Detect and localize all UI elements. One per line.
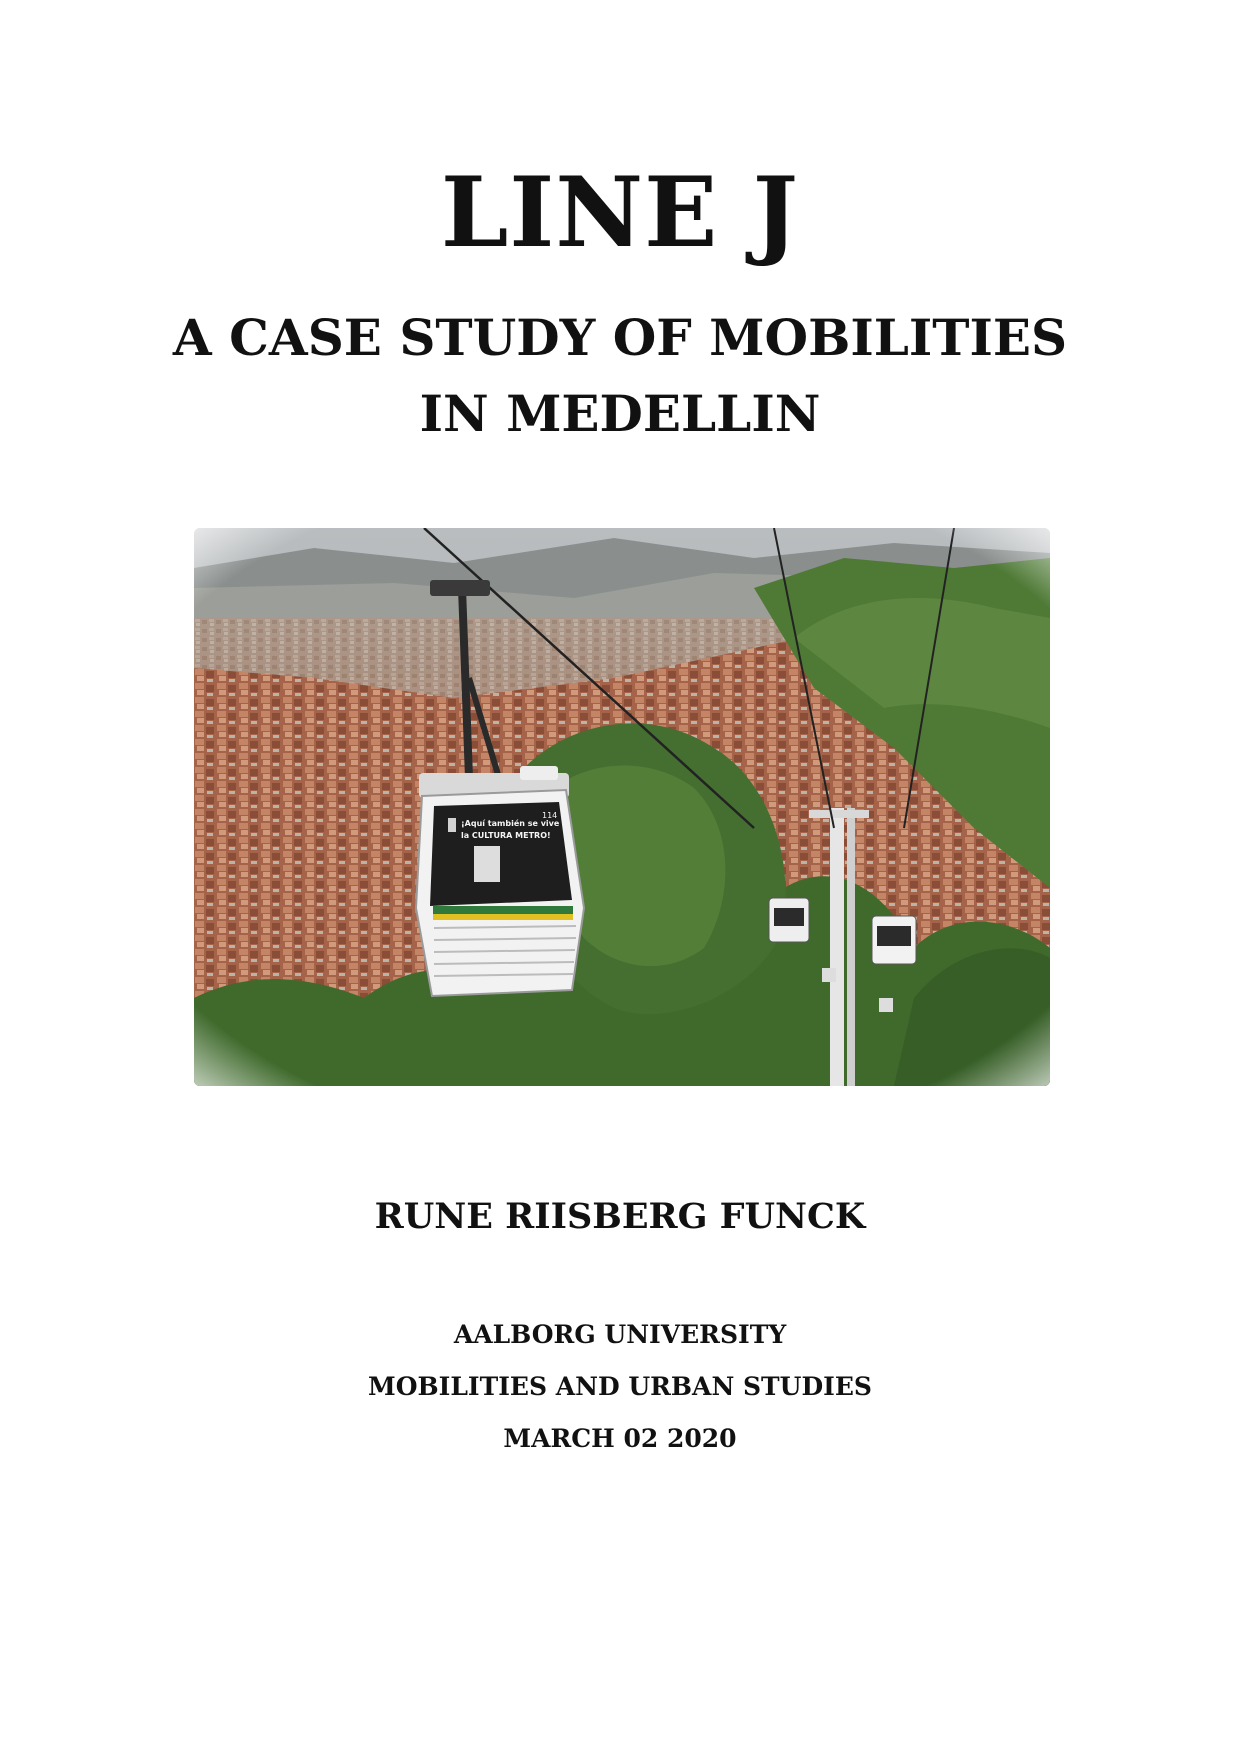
document-title: LINE J bbox=[440, 156, 800, 269]
subtitle-line-1: A CASE STUDY OF MOBILITIES bbox=[172, 308, 1068, 367]
program: MOBILITIES AND URBAN STUDIES bbox=[368, 1372, 872, 1401]
author-name: RUNE RIISBERG FUNCK bbox=[374, 1196, 866, 1237]
subtitle-line-2: IN MEDELLIN bbox=[419, 384, 821, 443]
cable-car-photo bbox=[194, 528, 1050, 1086]
date: MARCH 02 2020 bbox=[503, 1424, 737, 1453]
institution: AALBORG UNIVERSITY bbox=[453, 1320, 787, 1349]
document-subtitle bbox=[0, 300, 1240, 452]
